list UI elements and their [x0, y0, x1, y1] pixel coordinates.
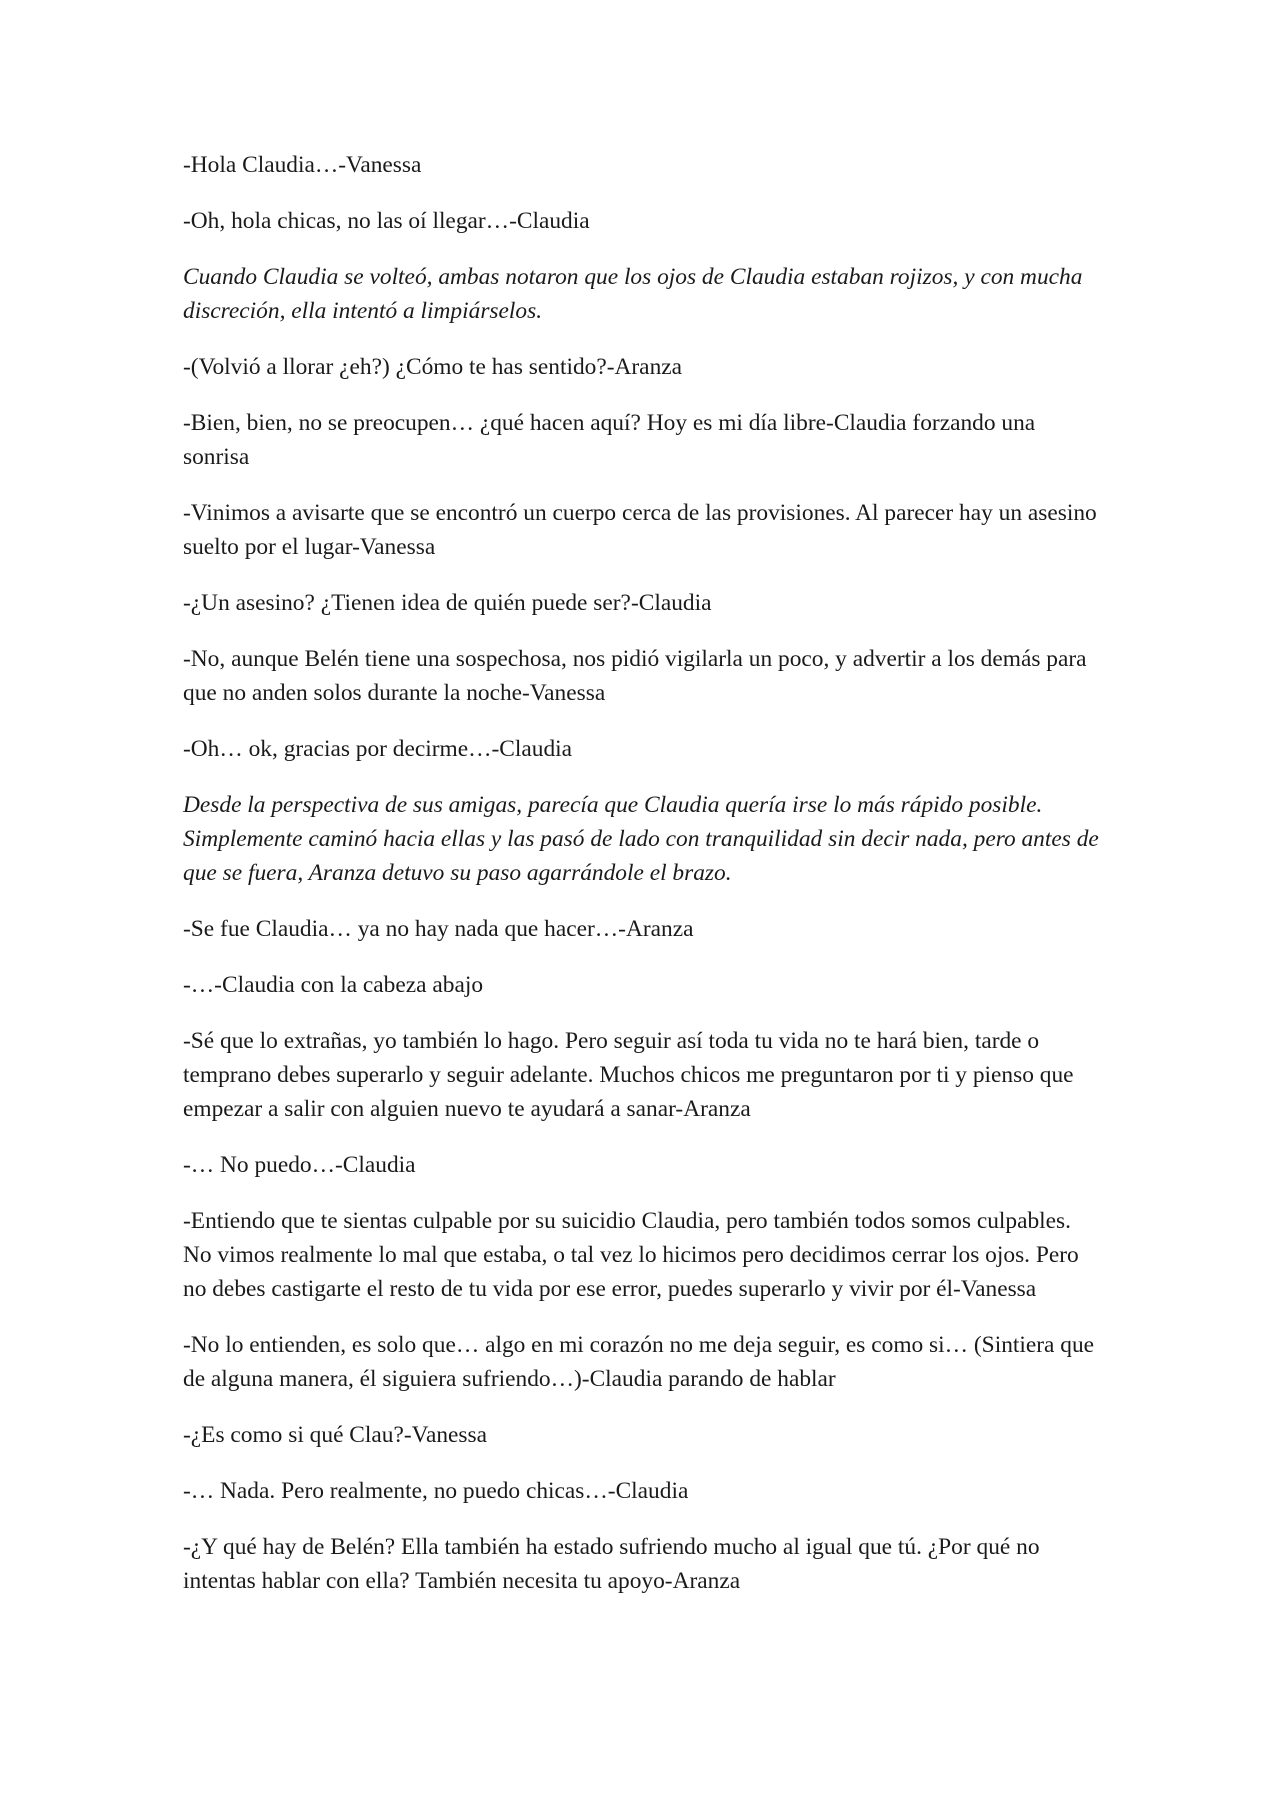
dialogue-line: -Se fue Claudia… ya no hay nada que hacer…-Aranza: [183, 916, 694, 942]
dialogue-line: -Entiendo que te sientas culpable por su suicidio Claudia, pero también todos somos culpables. No vimos realmente lo mal que estaba, o tal vez lo hicimos pero decidimos cerrar los ojos. Pero no debes castigarte el resto de tu vida por ese error, puedes superarlo y vivir por él-Vanessa: [183, 1208, 1079, 1302]
dialogue-line: -No, aunque Belén tiene una sospechosa, nos pidió vigilarla un poco, y advertir a los demás para que no anden solos durante la noche-Vanessa: [183, 646, 1087, 706]
dialogue-line: -…-Claudia con la cabeza abajo: [183, 972, 484, 998]
dialogue-line: -Hola Claudia…-Vanessa: [183, 152, 422, 178]
dialogue-line: -Oh, hola chicas, no las oí llegar…-Claudia: [183, 208, 590, 234]
dialogue-line: -¿Un asesino? ¿Tienen idea de quién puede ser?-Claudia: [183, 590, 712, 616]
dialogue-line: -Bien, bien, no se preocupen… ¿qué hacen aquí? Hoy es mi día libre-Claudia forzando una sonrisa: [183, 410, 1036, 470]
dialogue-line: -¿Y qué hay de Belén? Ella también ha estado sufriendo mucho al igual que tú. ¿Por qué no intentas hablar con ella? También necesita tu apoyo-Aranza: [183, 1534, 1040, 1594]
document-body: [183, 148, 1103, 1620]
dialogue-line: -… No puedo…-Claudia: [183, 1152, 416, 1178]
narration-paragraph: Desde la perspectiva de sus amigas, parecía que Claudia quería irse lo más rápido posible. Simplemente caminó hacia ellas y las pasó de lado con tranquilidad sin decir nada, pero antes de que se fuera, Aranza detuvo su paso agarrándole el brazo.: [183, 792, 1099, 886]
dialogue-line: -¿Es como si qué Clau?-Vanessa: [183, 1422, 487, 1448]
narration-paragraph: Cuando Claudia se volteó, ambas notaron que los ojos de Claudia estaban rojizos, y con mucha discreción, ella intentó a limpiárselos.: [183, 264, 1083, 324]
dialogue-line: -Sé que lo extrañas, yo también lo hago. Pero seguir así toda tu vida no te hará bien, tarde o temprano debes superarlo y seguir adelante. Muchos chicos me preguntaron por ti y pienso que empezar a salir con alguien nuevo te ayudará a sanar-Aranza: [183, 1028, 1074, 1122]
dialogue-line: -(Volvió a llorar ¿eh?) ¿Cómo te has sentido?-Aranza: [183, 354, 683, 380]
dialogue-line: -Oh… ok, gracias por decirme…-Claudia: [183, 736, 573, 762]
dialogue-line: -… Nada. Pero realmente, no puedo chicas…-Claudia: [183, 1478, 689, 1504]
dialogue-line: -No lo entienden, es solo que… algo en mi corazón no me deja seguir, es como si… (Sintiera que de alguna manera, él siguiera sufriendo…)-Claudia parando de hablar: [183, 1332, 1095, 1392]
dialogue-line: -Vinimos a avisarte que se encontró un cuerpo cerca de las provisiones. Al parecer hay un asesino suelto por el lugar-Vanessa: [183, 500, 1097, 560]
